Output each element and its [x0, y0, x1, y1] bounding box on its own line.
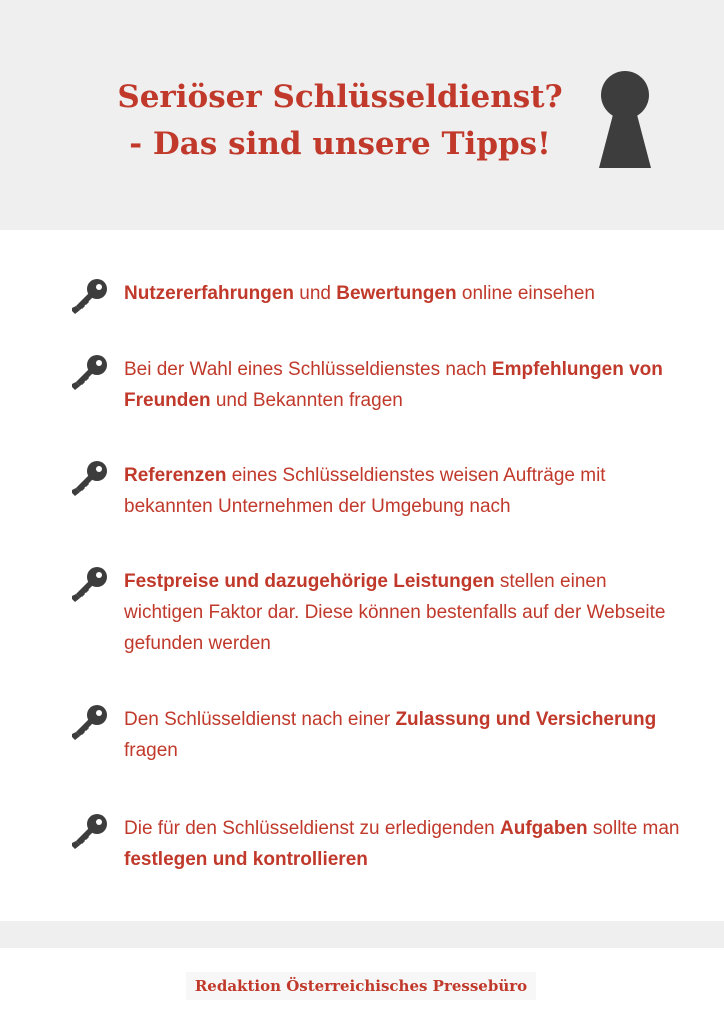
title-line-1: Seriöser Schlüsseldienst?	[117, 79, 563, 115]
footer-label: Redaktion Österreichisches Pressebüro	[186, 972, 536, 1000]
tip-segment: Die für den Schlüsseldienst zu erledigenden	[124, 818, 501, 839]
key-icon	[72, 354, 108, 390]
tip-text	[124, 813, 684, 875]
tip-segment: eines Schlüsseldienstes weisen Aufträge mit bekannten Unternehmen der Umgebung nach	[124, 465, 606, 517]
tip-text	[124, 354, 684, 416]
tip-segment: stellen einen wichtigen Faktor dar. Diese können bestenfalls auf der Webseite gefunden werden	[124, 571, 666, 654]
tip-text	[124, 278, 684, 309]
tip-segment: Den Schlüsseldienst nach einer	[124, 709, 396, 730]
tip-text	[124, 704, 684, 766]
key-icon	[72, 704, 108, 740]
tip-segment: Bei der Wahl eines Schlüsseldienstes nach	[124, 359, 492, 380]
keyhole-icon	[598, 71, 652, 169]
tip-text	[124, 566, 684, 659]
tip-highlight: Referenzen	[124, 465, 227, 486]
title-line-2: - Das sind unsere Tipps!	[129, 126, 551, 162]
header-band	[0, 0, 724, 230]
tip-segment: sollte man	[587, 818, 680, 839]
key-icon	[72, 566, 108, 602]
key-icon	[72, 813, 108, 849]
tip-segment: und	[293, 283, 337, 304]
tip-segment: und Bekannten fragen	[210, 390, 403, 411]
tip-highlight: Empfehlungen von Freunden	[124, 359, 663, 411]
tip-highlight: Zulassung und Versicherung	[395, 709, 657, 730]
tip-highlight: Aufgaben	[500, 818, 588, 839]
tip-text	[124, 460, 684, 522]
tip-highlight: Bewertungen	[336, 283, 457, 304]
key-icon	[72, 278, 108, 314]
tip-highlight: Nutzererfahrungen	[124, 283, 294, 304]
page-title	[70, 74, 610, 168]
tip-highlight: Festpreise und dazugehörige Leistungen	[124, 571, 495, 592]
tip-segment: online einsehen	[456, 283, 595, 304]
tip-highlight: festlegen und kontrollieren	[124, 849, 368, 870]
key-icon	[72, 460, 108, 496]
footer-band	[0, 921, 724, 948]
tip-segment: fragen	[124, 740, 178, 761]
